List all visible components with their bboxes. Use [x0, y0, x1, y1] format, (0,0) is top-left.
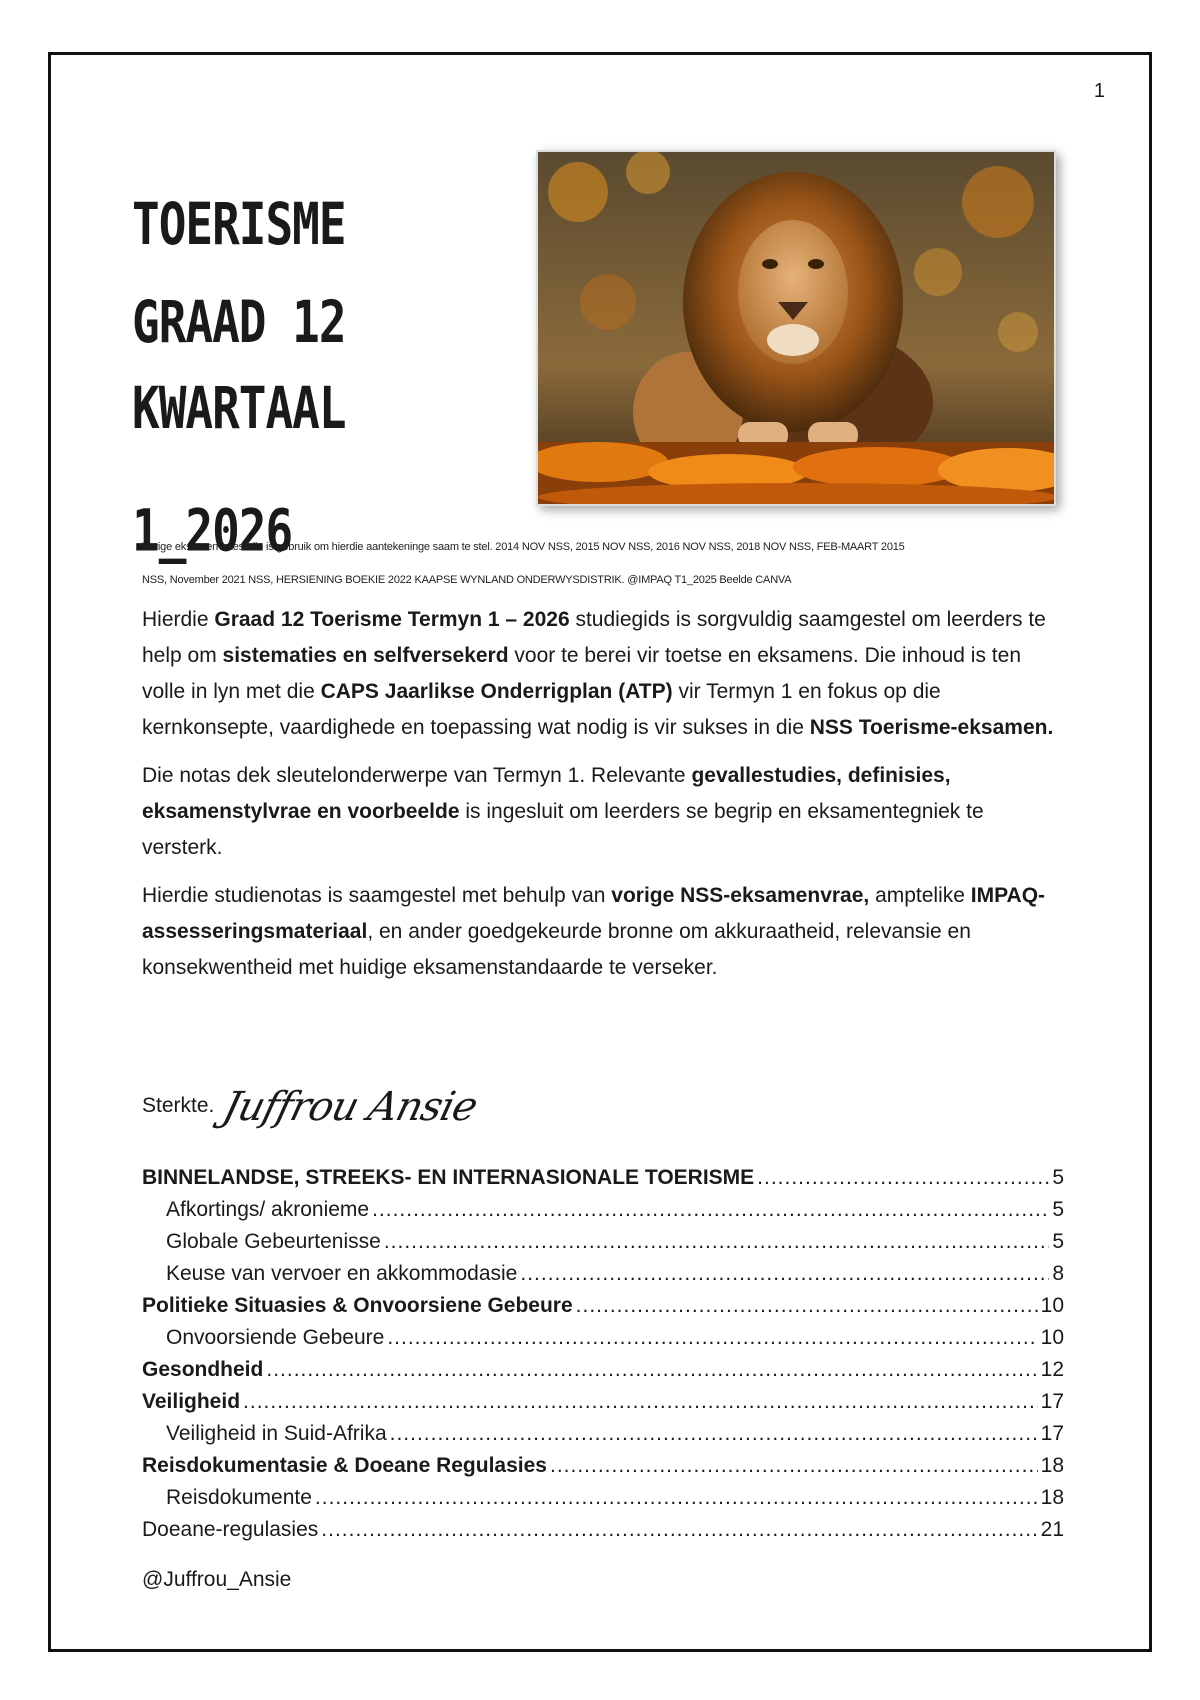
intro-text: studiegids is sorgvuldig saamgestel om leerders te help om: [142, 608, 1046, 667]
sources-note: [142, 531, 1066, 597]
toc-entry-title: Veiligheid in Suid-Afrika: [166, 1422, 387, 1445]
intro-text: amptelike: [869, 884, 971, 907]
toc-entry-title: BINNELANDSE, STREEKS- EN INTERNASIONALE TOERISME: [142, 1166, 755, 1189]
toc-dot-leader: [576, 1290, 1038, 1322]
toc-dot-leader: [315, 1482, 1038, 1514]
toc-entry-title: Afkortings/ akronieme: [166, 1198, 370, 1221]
toc-entry-title: Onvoorsiende Gebeure: [166, 1326, 385, 1349]
intro-text: Hierdie studienotas is saamgestel met behulp van: [142, 884, 612, 907]
toc-entry[interactable]: [142, 1482, 1064, 1514]
intro-bold: sistematies en selfversekerd: [222, 644, 509, 667]
document-title: [132, 175, 532, 567]
intro-text: is ingesluit om leerders se begrip en eksamentegniek te versterk.: [142, 800, 984, 859]
author-handle: @Juffrou_Ansie: [142, 1568, 292, 1591]
toc-entry-page: 5: [1052, 1230, 1064, 1253]
lion-illustration: [538, 152, 1054, 504]
toc-dot-leader: [550, 1450, 1038, 1482]
toc-entry-page: 17: [1040, 1422, 1064, 1445]
title-line-grade: GRAAD 12: [132, 288, 346, 356]
table-of-contents: [142, 1162, 1064, 1546]
toc-entry[interactable]: [142, 1162, 1064, 1194]
intro-bold: IMPAQ-assesseringsmateriaal: [142, 884, 1046, 943]
title-line-term: KWARTAAL 1_2026: [132, 374, 346, 564]
lion-image: [536, 150, 1056, 506]
signature: Juffrou Ansie: [218, 1084, 482, 1130]
toc-entry-title: Reisdokumentasie & Doeane Regulasies: [142, 1454, 547, 1477]
toc-entry[interactable]: [142, 1290, 1064, 1322]
toc-entry-page: 21: [1040, 1518, 1064, 1541]
title-line-subject: TOERISME: [132, 190, 346, 258]
toc-entry-page: 5: [1052, 1166, 1064, 1189]
sources-line-1: Vorige eksamenvraestelle is gebruik om hierdie aantekeninge saam te stel. 2014 NOV NSS, 2015 NOV NSS, 2016 NOV NSS, 2018 NOV NSS, FEB-MAART 2015: [142, 541, 905, 553]
toc-entry[interactable]: [142, 1322, 1064, 1354]
toc-entry-page: 18: [1040, 1486, 1064, 1509]
intro-text: , en ander goedgekeurde bronne om akkuraatheid, relevansie en konsekwentheid met huidige eksamenstandaarde te verseker.: [142, 920, 971, 979]
toc-entry[interactable]: [142, 1514, 1064, 1546]
intro-paragraph-1: [142, 602, 1062, 746]
toc-entry[interactable]: [142, 1450, 1064, 1482]
toc-entry-page: 10: [1040, 1326, 1064, 1349]
toc-entry-title: Reisdokumente: [166, 1486, 312, 1509]
toc-dot-leader: [390, 1418, 1038, 1450]
intro-text: vir Termyn 1 en fokus op die kernkonsepte, vaardighede en toepassing wat nodig is vir sukses in die: [142, 680, 941, 739]
intro-bold: vorige NSS-eksamenvrae,: [611, 884, 870, 907]
toc-entry-page: 5: [1052, 1198, 1064, 1221]
toc-entry-title: Keuse van vervoer en akkommodasie: [166, 1262, 518, 1285]
toc-entry-title: Gesondheid: [142, 1358, 264, 1381]
toc-entry-page: 12: [1040, 1358, 1064, 1381]
intro-paragraph-3: [142, 878, 1062, 986]
toc-dot-leader: [243, 1386, 1038, 1418]
toc-dot-leader: [266, 1354, 1037, 1386]
toc-dot-leader: [372, 1194, 1049, 1226]
toc-dot-leader: [520, 1258, 1049, 1290]
intro-text: voor te berei vir toetse en eksamens. Die inhoud is ten volle in lyn met die: [142, 644, 1022, 703]
introduction: [142, 602, 1062, 998]
toc-dot-leader: [757, 1162, 1049, 1194]
toc-entry-page: 8: [1052, 1262, 1064, 1285]
signoff: [142, 1060, 482, 1130]
toc-entry[interactable]: [142, 1386, 1064, 1418]
signoff-label: Sterkte.: [142, 1094, 215, 1117]
toc-dot-leader: [321, 1514, 1037, 1546]
intro-text: Hierdie: [142, 608, 215, 631]
intro-bold: CAPS Jaarlikse Onderrigplan (ATP): [320, 680, 673, 703]
intro-bold: gevallestudies, definisies, eksamenstylvrae en voorbeelde: [142, 764, 951, 823]
intro-bold: Graad 12 Toerisme Termyn 1 – 2026: [214, 608, 570, 631]
intro-bold: NSS Toerisme-eksamen.: [809, 716, 1054, 739]
toc-entry[interactable]: [142, 1194, 1064, 1226]
toc-entry-page: 17: [1040, 1390, 1064, 1413]
toc-entry-title: Globale Gebeurtenisse: [166, 1230, 381, 1253]
intro-text: Die notas dek sleutelonderwerpe van Termyn 1. Relevante: [142, 764, 692, 787]
toc-entry-title: Doeane-regulasies: [142, 1518, 319, 1541]
toc-entry-title: Politieke Situasies & Onvoorsiene Gebeure: [142, 1294, 573, 1317]
toc-entry[interactable]: [142, 1258, 1064, 1290]
toc-entry-title: Veiligheid: [142, 1390, 241, 1413]
intro-paragraph-2: [142, 758, 1062, 866]
toc-entry[interactable]: [142, 1226, 1064, 1258]
toc-entry-page: 18: [1040, 1454, 1064, 1477]
toc-dot-leader: [387, 1322, 1037, 1354]
toc-entry[interactable]: [142, 1354, 1064, 1386]
toc-dot-leader: [384, 1226, 1050, 1258]
sources-line-2: NSS, November 2021 NSS, HERSIENING BOEKIE 2022 KAAPSE WYNLAND ONDERWYSDISTRIK. @IMPAQ T1_2025 Beelde CANVA: [142, 574, 792, 586]
toc-entry[interactable]: [142, 1418, 1064, 1450]
page-number: 1: [1093, 80, 1105, 102]
toc-entry-page: 10: [1040, 1294, 1064, 1317]
